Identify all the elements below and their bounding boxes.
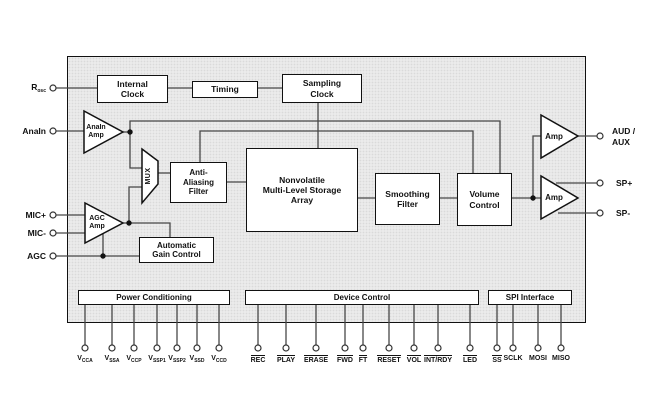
pin-base: V — [189, 355, 195, 362]
pin-label-rosc — [6, 82, 46, 97]
block-timing — [192, 81, 258, 98]
amp-line: AGC — [89, 215, 105, 222]
amp-line: AnaIn — [86, 124, 106, 131]
pin-mic-minus — [50, 230, 56, 236]
block-line: Gain Control — [152, 250, 201, 259]
output-amp-bottom-label — [542, 193, 566, 202]
block-spi-interface — [488, 290, 572, 305]
block-line: Device Control — [333, 292, 391, 302]
pin-vol — [411, 345, 417, 351]
block-line: Multi-Level Storage — [262, 184, 342, 195]
pin-reset — [386, 345, 392, 351]
pin-miso — [558, 345, 564, 351]
pin-sub: SSA — [109, 358, 120, 364]
pin-base: REC — [250, 357, 266, 364]
pin-vssp2 — [174, 345, 180, 351]
pin-fwd — [342, 345, 348, 351]
pin-base: INT/RDY — [424, 357, 452, 364]
block-sampling-clock — [282, 74, 362, 103]
pin-vssa — [109, 345, 115, 351]
amp-line: Amp — [545, 132, 563, 141]
pin-sp-minus — [597, 210, 603, 216]
pin-base: LED — [463, 357, 477, 364]
pin-label-mic-plus — [6, 210, 46, 221]
amp-line: Amp — [545, 193, 563, 202]
pin-vcca — [82, 345, 88, 351]
pin-mosi — [535, 345, 541, 351]
amp-line: Amp — [89, 222, 105, 230]
pin-sp-plus — [597, 180, 603, 186]
junction-agcamp-out — [126, 220, 131, 225]
pin-base: V — [77, 355, 82, 362]
pin-label-sp-minus: SP- — [616, 208, 631, 218]
pin-base: MISO — [552, 355, 570, 362]
pin-rosc — [50, 85, 56, 91]
block-line: Nonvolatile — [279, 174, 325, 185]
pin-vccp — [131, 345, 137, 351]
block-line: Smoothing — [385, 188, 430, 199]
pin-sub: CCP — [131, 358, 142, 364]
pin-audaux — [597, 133, 603, 139]
pin-label-audaux — [612, 126, 635, 147]
pin-sclk — [510, 345, 516, 351]
output-amp-top-label — [542, 132, 566, 141]
pin-base: AGC — [27, 251, 46, 261]
block-smoothing-filter — [375, 173, 440, 225]
pin-base: SCLK — [503, 355, 523, 362]
pin-base: AnaIn — [22, 126, 46, 136]
block-device-control — [245, 290, 479, 305]
pin-label-anain — [6, 126, 46, 137]
agc-amp-label — [85, 215, 109, 230]
pin-base: SS — [492, 357, 502, 364]
mux-label: MUX — [145, 167, 152, 185]
block-line: Anti- — [189, 168, 208, 178]
pin-intrdy — [435, 345, 441, 351]
pin-erase — [313, 345, 319, 351]
pin-label-agc — [6, 251, 46, 262]
block-line: Filter — [397, 199, 418, 209]
block-line: Power Conditioning — [116, 292, 192, 302]
pin-label-miso — [531, 355, 591, 362]
pin-base: R — [31, 82, 38, 92]
block-volume-control — [457, 173, 512, 226]
pin-ft — [360, 345, 366, 351]
block-anti-aliasing-filter — [170, 162, 227, 203]
pin-label-mic-minus — [6, 228, 46, 239]
pin-base: ERASE — [303, 357, 329, 364]
junction-anain — [127, 129, 132, 134]
pin-base: V — [126, 355, 132, 362]
block-line: SPI Interface — [505, 292, 555, 302]
block-automatic-gain-control — [139, 237, 214, 263]
wire-anain-mux — [130, 132, 142, 168]
anain-amp-label — [84, 124, 108, 139]
pin-sub: SSP1 — [152, 358, 166, 364]
pin-play — [283, 345, 289, 351]
pin-base: V — [168, 355, 173, 362]
wire-agcamp-agccontrol — [129, 223, 170, 237]
pin-base: VOL — [406, 357, 422, 364]
block-line: Array — [290, 195, 314, 205]
block-line: Sampling — [302, 78, 342, 89]
pin-base: V — [211, 355, 216, 362]
block-line: Automatic — [156, 240, 197, 250]
pin-vssd — [194, 345, 200, 351]
pin-base: V — [148, 355, 153, 362]
pin-rec — [255, 345, 261, 351]
pin-sub: CCA — [81, 358, 93, 364]
junction-volume-out — [530, 195, 535, 200]
block-power-conditioning — [78, 290, 230, 305]
block-line: Clock — [120, 89, 145, 99]
wire-agcamp-mux — [129, 187, 142, 223]
pin-agc — [50, 253, 56, 259]
pin-led — [467, 345, 473, 351]
block-line: Aliasing — [182, 177, 215, 187]
pin-ss — [494, 345, 500, 351]
block-line: Timing — [211, 84, 239, 95]
pin-vssp1 — [154, 345, 160, 351]
pin-sub: CCD — [215, 358, 227, 364]
pin-vccd — [216, 345, 222, 351]
block-storage-array — [246, 148, 358, 232]
junction-agc-pin — [100, 253, 105, 258]
pin-label-sp-plus: SP+ — [616, 178, 633, 188]
pin-base: MIC- — [27, 228, 46, 238]
wire-junction-top-amp — [533, 136, 541, 198]
block-line: Clock — [310, 88, 334, 99]
pin-sub: SSP2 — [172, 358, 186, 364]
pin-line: AUX — [612, 136, 630, 147]
pin-sub: SSD — [194, 358, 205, 364]
pin-anain — [50, 128, 56, 134]
pin-base: FT — [358, 357, 368, 364]
block-line: Internal — [117, 78, 148, 89]
pin-base: MIC+ — [25, 210, 46, 220]
pin-base: V — [104, 355, 110, 362]
amp-line: Amp — [88, 131, 104, 139]
block-line: Filter — [188, 187, 209, 197]
pin-mic-plus — [50, 212, 56, 218]
pin-sub: osc — [37, 88, 46, 94]
pin-base: FWD — [337, 357, 353, 364]
pin-base: RESET — [377, 357, 401, 364]
pin-base: PLAY — [276, 357, 296, 364]
pin-base: MOSI — [529, 355, 547, 362]
block-line: Control — [469, 199, 500, 210]
block-internal-clock — [97, 75, 168, 103]
block-line: Volume — [469, 189, 500, 200]
pin-line: AUD / — [612, 126, 636, 136]
